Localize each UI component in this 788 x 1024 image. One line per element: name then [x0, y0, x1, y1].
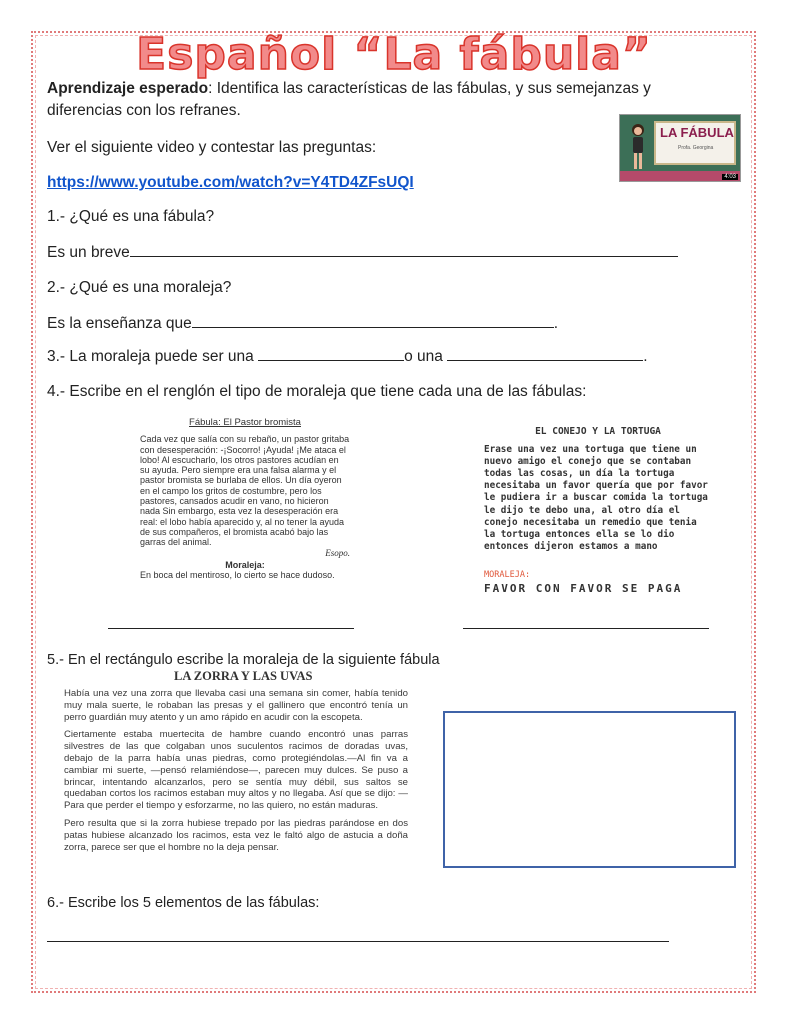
moral-answer-box[interactable] [443, 711, 736, 868]
page-title: Español “La fábula” [136, 29, 652, 80]
q3-middle: o una [404, 348, 448, 365]
teacher-avatar-icon [630, 123, 646, 171]
fable3-paragraph: Pero resulta que si la zorra hubiese trepado por las piedras parándose en dos patas hubiese alcanzado los racimos, esta vez le faltó algo de astucia a doña zorra, parece ser que el hombre no la deja pensar. [64, 817, 408, 853]
video-link[interactable]: https://www.youtube.com/watch?v=Y4TD4ZFsUQI [47, 174, 414, 191]
fable1-signature: Esopo. [325, 547, 350, 558]
fable-zorra-uvas [64, 669, 408, 853]
intro-line-2: diferencias con los refranes. [47, 102, 241, 119]
q3-end: . [643, 348, 648, 365]
video-subtitle: Profa. Georgina [678, 145, 714, 151]
fable1-text: Cada vez que salía con su rebaño, un pastor gritaba con desesperación: -¡Socorro! ¡Ayuda! ¡Me ataca el lobo! Al escucharlo, los otros pastores acudían en su ayuda. Pero siempre era una falsa alarma y el pastor bromista se burlaba de ellos. Un día oyeron en el campo los gritos de costumbre, pero los pastores, cansados acudir en vano, no hicieron nada Sin embargo, esta vez la desesperación era real: el lobo había aparecido y, al no tener la ayuda de sus compañeros, el bromista acabó bajo las garras del animal. [140, 434, 350, 548]
fable2-line: conejo necesitaba un remedio que tenia [484, 516, 697, 528]
fable2-line: la tortuga entonces ella se lo dio [484, 528, 675, 540]
video-duration: 4:03 [724, 174, 736, 180]
q3-blank-1[interactable] [258, 346, 404, 361]
q1-answer [47, 242, 678, 264]
fable2-line: todas las cosas, un día la tortuga [484, 468, 675, 480]
fable2-title: EL CONEJO Y LA TORTUGA [535, 426, 661, 437]
q5-question: 5.- En el rectángulo escribe la moraleja de la siguiente fábula [47, 652, 440, 668]
fable2-answer-line[interactable] [463, 628, 709, 629]
q2-answer-blank[interactable] [192, 313, 554, 328]
intro-text: : Identifica las características de las fábulas, y sus semejanzas y [208, 80, 651, 97]
q6-answer-line[interactable] [47, 941, 669, 942]
fable2-line: necesitaba un favor quería que por favor [484, 480, 708, 492]
video-title: LA FÁBULA [660, 125, 734, 140]
fable3-paragraph: Había una vez una zorra que llevaba casi una semana sin comer, había tenido muy mala suerte, le robaban las presas y el gallinero que encontró tenía un perro guardián muy atento y un amo rápido en acudir con la escopeta. [64, 688, 408, 723]
fable3-paragraph: Ciertamente estaba muertecita de hambre cuando encontró unas parras silvestres de las que colgaban unos suculentos racimos de doradas uvas, debajo de la parra había unas piedras, como protegiéndolas.—Al fin va a cambiar mi suerte, —pensó relamiéndose—, parecen muy dulces. Se puso a brincar, intentando alcanzarlos, pero se sentía muy débil, sus saltos se quedaban cortos los racimos estaban muy altos y no llegaba. Así que se dijo: —Para que perder el tiempo y esforzarme, no las quiero, no están maduras. [64, 729, 408, 812]
video-thumbnail[interactable] [619, 114, 741, 182]
q3-blank-2[interactable] [447, 346, 643, 361]
fable2-moral-text: FAVOR CON FAVOR SE PAGA [484, 582, 683, 596]
q1-answer-start: Es un breve [47, 244, 130, 261]
q2-answer [47, 313, 558, 335]
q3-row [47, 346, 648, 368]
q3-start: 3.- La moraleja puede ser una [47, 348, 259, 365]
q1-question: 1.- ¿Qué es una fábula? [47, 208, 215, 225]
fable1-moral-heading: Moraleja: [225, 559, 265, 570]
q1-answer-blank[interactable] [130, 242, 678, 257]
q4-question: 4.- Escribe en el renglón el tipo de moraleja que tiene cada una de las fábulas: [47, 383, 587, 400]
q6-question: 6.- Escribe los 5 elementos de las fábulas: [47, 895, 320, 911]
fable1-title: Fábula: El Pastor bromista [189, 417, 301, 428]
q2-question: 2.- ¿Qué es una moraleja? [47, 279, 232, 296]
fable-pastor-bromista [140, 418, 350, 580]
video-link-row [47, 172, 414, 194]
fable2-line: le pudiera ir a buscar comida la tortuga [484, 492, 708, 504]
fable2-moral-label: MORALEJA: [484, 569, 531, 580]
fable2-line: entonces dijeron estamos a mano [484, 540, 658, 552]
fable1-moral-text: En boca del mentiroso, lo cierto se hace dudoso. [140, 570, 335, 581]
intro-label: Aprendizaje esperado [47, 80, 209, 97]
fable2-line: nuevo amigo el conejo que se contaban [484, 456, 692, 468]
fable1-answer-line[interactable] [108, 628, 354, 629]
q2-answer-end: . [553, 315, 559, 332]
fable-conejo-tortuga [484, 426, 712, 594]
q2-answer-start: Es la enseñanza que [47, 315, 192, 332]
intro-line-1 [47, 78, 651, 100]
fable2-line: Erase una vez una tortuga que tiene un [484, 444, 697, 456]
fable2-line: le dijo te debo una, al otro día el [484, 504, 680, 516]
instruction: Ver el siguiente video y contestar las preguntas: [47, 139, 377, 156]
fable3-title: LA ZORRA Y LAS UVAS [174, 669, 313, 683]
